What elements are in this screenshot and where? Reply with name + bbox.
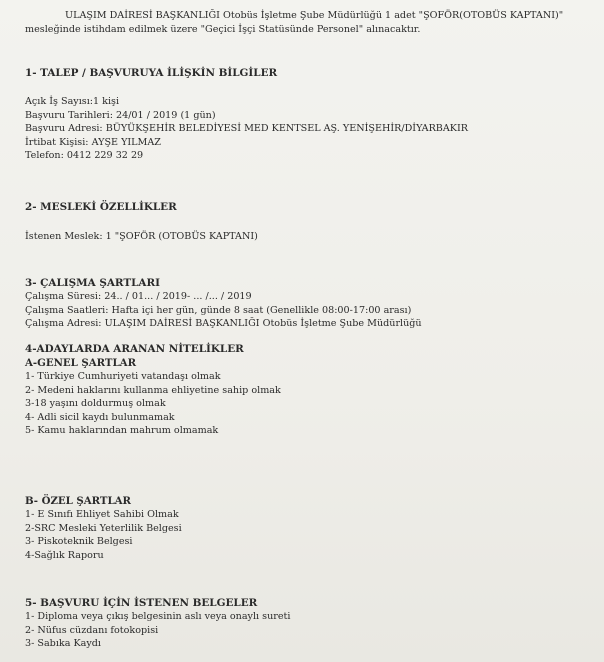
section-required-documents bbox=[25, 596, 584, 651]
requested-occupation-line: İstenen Meslek: 1 "ŞOFÖR (OTOBÜS KAPTANI) bbox=[25, 231, 258, 242]
section-occupation bbox=[25, 200, 584, 244]
special-conditions-heading: B- ÖZEL ŞARTLAR bbox=[25, 495, 132, 507]
section-4-heading: 4-ADAYLARDA ARANAN NİTELİKLER bbox=[25, 343, 244, 355]
special-condition-item: 2-SRC Mesleki Yeterlilik Belgesi bbox=[25, 522, 182, 534]
section-special-conditions bbox=[25, 494, 584, 562]
section-working-conditions bbox=[25, 276, 584, 331]
contact-person-line: İrtibat Kişisi: AYŞE YILMAZ bbox=[25, 136, 161, 148]
application-dates-line: Başvuru Tarihleri: 24/01 / 2019 (1 gün) bbox=[25, 109, 216, 121]
section-application-info bbox=[25, 66, 584, 163]
working-address-line: Çalışma Adresi: ULAŞIM DAİRESİ BAŞKANLIĞI Otobüs İşletme Şube Müdürlüğü bbox=[25, 318, 422, 330]
special-condition-item: 1- E Sınıfı Ehliyet Sahibi Olmak bbox=[25, 509, 179, 520]
general-condition-item: 4- Adli sicil kaydı bulunmamak bbox=[25, 411, 175, 423]
required-document-item: 2- Nüfus cüzdanı fotokopisi bbox=[25, 624, 159, 636]
general-condition-item: 1- Türkiye Cumhuriyeti vatandaşı olmak bbox=[25, 371, 221, 382]
special-condition-item: 3- Piskoteknik Belgesi bbox=[25, 536, 133, 548]
open-positions-line: Açık İş Sayısı:1 kişi bbox=[25, 96, 120, 107]
general-condition-item: 3-18 yaşını doldurmuş olmak bbox=[25, 398, 166, 410]
working-period-line: Çalışma Süresi: 24.. / 01... / 2019- ... /... / 2019 bbox=[25, 291, 252, 302]
required-document-item: 3- Sabıka Kaydı bbox=[25, 638, 101, 650]
general-condition-item: 2- Medeni haklarını kullanma ehliyetine sahip olmak bbox=[25, 384, 281, 396]
working-hours-line: Çalışma Saatleri: Hafta içi her gün, günde 8 saat (Genellikle 08:00-17:00 arası) bbox=[25, 304, 412, 316]
intro-paragraph: ULAŞIM DAİRESİ BAŞKANLIĞI Otobüs İşletme Şube Müdürlüğü 1 adet "ŞOFÖR(OTOBÜS KAPTANI)" mesleğinde istihdam edilmek üzere "Geçici İşçi Statüsünde Personel" alınacaktır. bbox=[25, 10, 564, 35]
section-3-heading: 3- ÇALIŞMA ŞARTLARI bbox=[25, 277, 160, 289]
required-document-item: 1- Diploma veya çıkış belgesinin aslı veya onaylı sureti bbox=[25, 611, 291, 622]
general-condition-item: 5- Kamu haklarından mahrum olmamak bbox=[25, 425, 219, 437]
section-1-heading: 1- TALEP / BAŞVURUYA İLİŞKİN BİLGİLER bbox=[25, 67, 278, 79]
special-condition-item: 4-Sağlık Raporu bbox=[25, 549, 104, 561]
section-2-heading: 2- MESLEKİ ÖZELLİKLER bbox=[25, 201, 177, 213]
section-qualifications bbox=[25, 342, 584, 438]
phone-line: Telefon: 0412 229 32 29 bbox=[25, 150, 144, 162]
application-address-line: Başvuru Adresi: BÜYÜKŞEHİR BELEDİYESİ MED KENTSEL AŞ. YENİŞEHİR/DİYARBAKIR bbox=[25, 123, 468, 135]
general-conditions-heading: A-GENEL ŞARTLAR bbox=[25, 357, 137, 369]
section-5-heading: 5- BAŞVURU İÇİN İSTENEN BELGELER bbox=[25, 597, 258, 609]
